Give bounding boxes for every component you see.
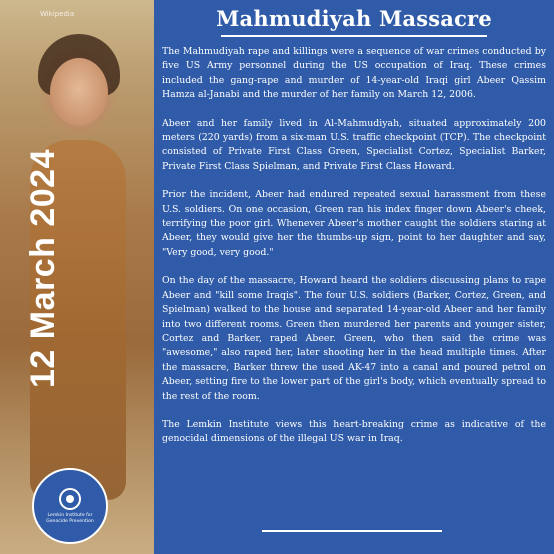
article xyxy=(162,4,546,461)
photo-credit: Wikipedia xyxy=(40,10,75,18)
logo-text xyxy=(43,513,97,524)
bottom-divider xyxy=(262,530,442,532)
logo-line-2: Genocide Prevention xyxy=(46,518,94,524)
historical-photo xyxy=(0,0,154,554)
date-label: 12 March 2024 xyxy=(24,149,62,388)
photo-figure-face xyxy=(50,58,108,126)
title-underline xyxy=(221,35,487,37)
logo-emblem-icon xyxy=(59,488,81,510)
lemkin-logo xyxy=(32,468,108,544)
article-title: Mahmudiyah Massacre xyxy=(216,6,492,31)
paragraph-3: Prior the incident, Abeer had endured repeated sexual harassment from these U.S. soldiers. On one occasion, Green ran his index finger down Abeer's cheek, terrifying the poor girl. Whenever Abeer's mother caught the soldiers staring at Abeer, they would give her the thumbs-up sign, point to her daughter and say, "Very good, very good." xyxy=(162,189,546,258)
paragraph-4: On the day of the massacre, Howard heard the soldiers discussing plans to rape Abeer and "kill some Iraqis". The four U.S. soldiers (Barker, Cortez, Green, and Spielman) walked to the house and separated 14-year-old Abeer and her family into two different rooms. Green then murdered her parents and younger sister, Cortez and Barker, raped Abeer. Green, who then said the crime was "awesome," also raped her, later shooting her in the head multiple times. After the massacre, Barker threw the used AK-47 into a canal and poured petrol on Abeer, setting fire to the lower part of the girl's body, which eventually spread to the rest of the room. xyxy=(162,275,546,402)
paragraph-5: The Lemkin Institute views this heart-breaking crime as indicative of the genocidal dimensions of the illegal US war in Iraq. xyxy=(162,418,546,445)
logo-line-1: Lemkin Institute for xyxy=(47,512,93,518)
paragraph-1: The Mahmudiyah rape and killings were a sequence of war crimes conducted by five US Army personnel during the US occupation of Iraq. These crimes included the gang-rape and murder of 14-year-old Iraqi girl Abeer Qassim Hamza al-Janabi and the murder of her family on March 12, 2006. xyxy=(162,46,546,101)
paragraph-2: Abeer and her family lived in Al-Mahmudiyah, situated approximately 200 meters (220 yards) from a six-man U.S. traffic checkpoint (TCP). The checkpoint consisted of Private First Class Green, Specialist Cortez, Specialist Barker, Private First Class Spielman, and Private First Class Howard. xyxy=(162,117,546,172)
